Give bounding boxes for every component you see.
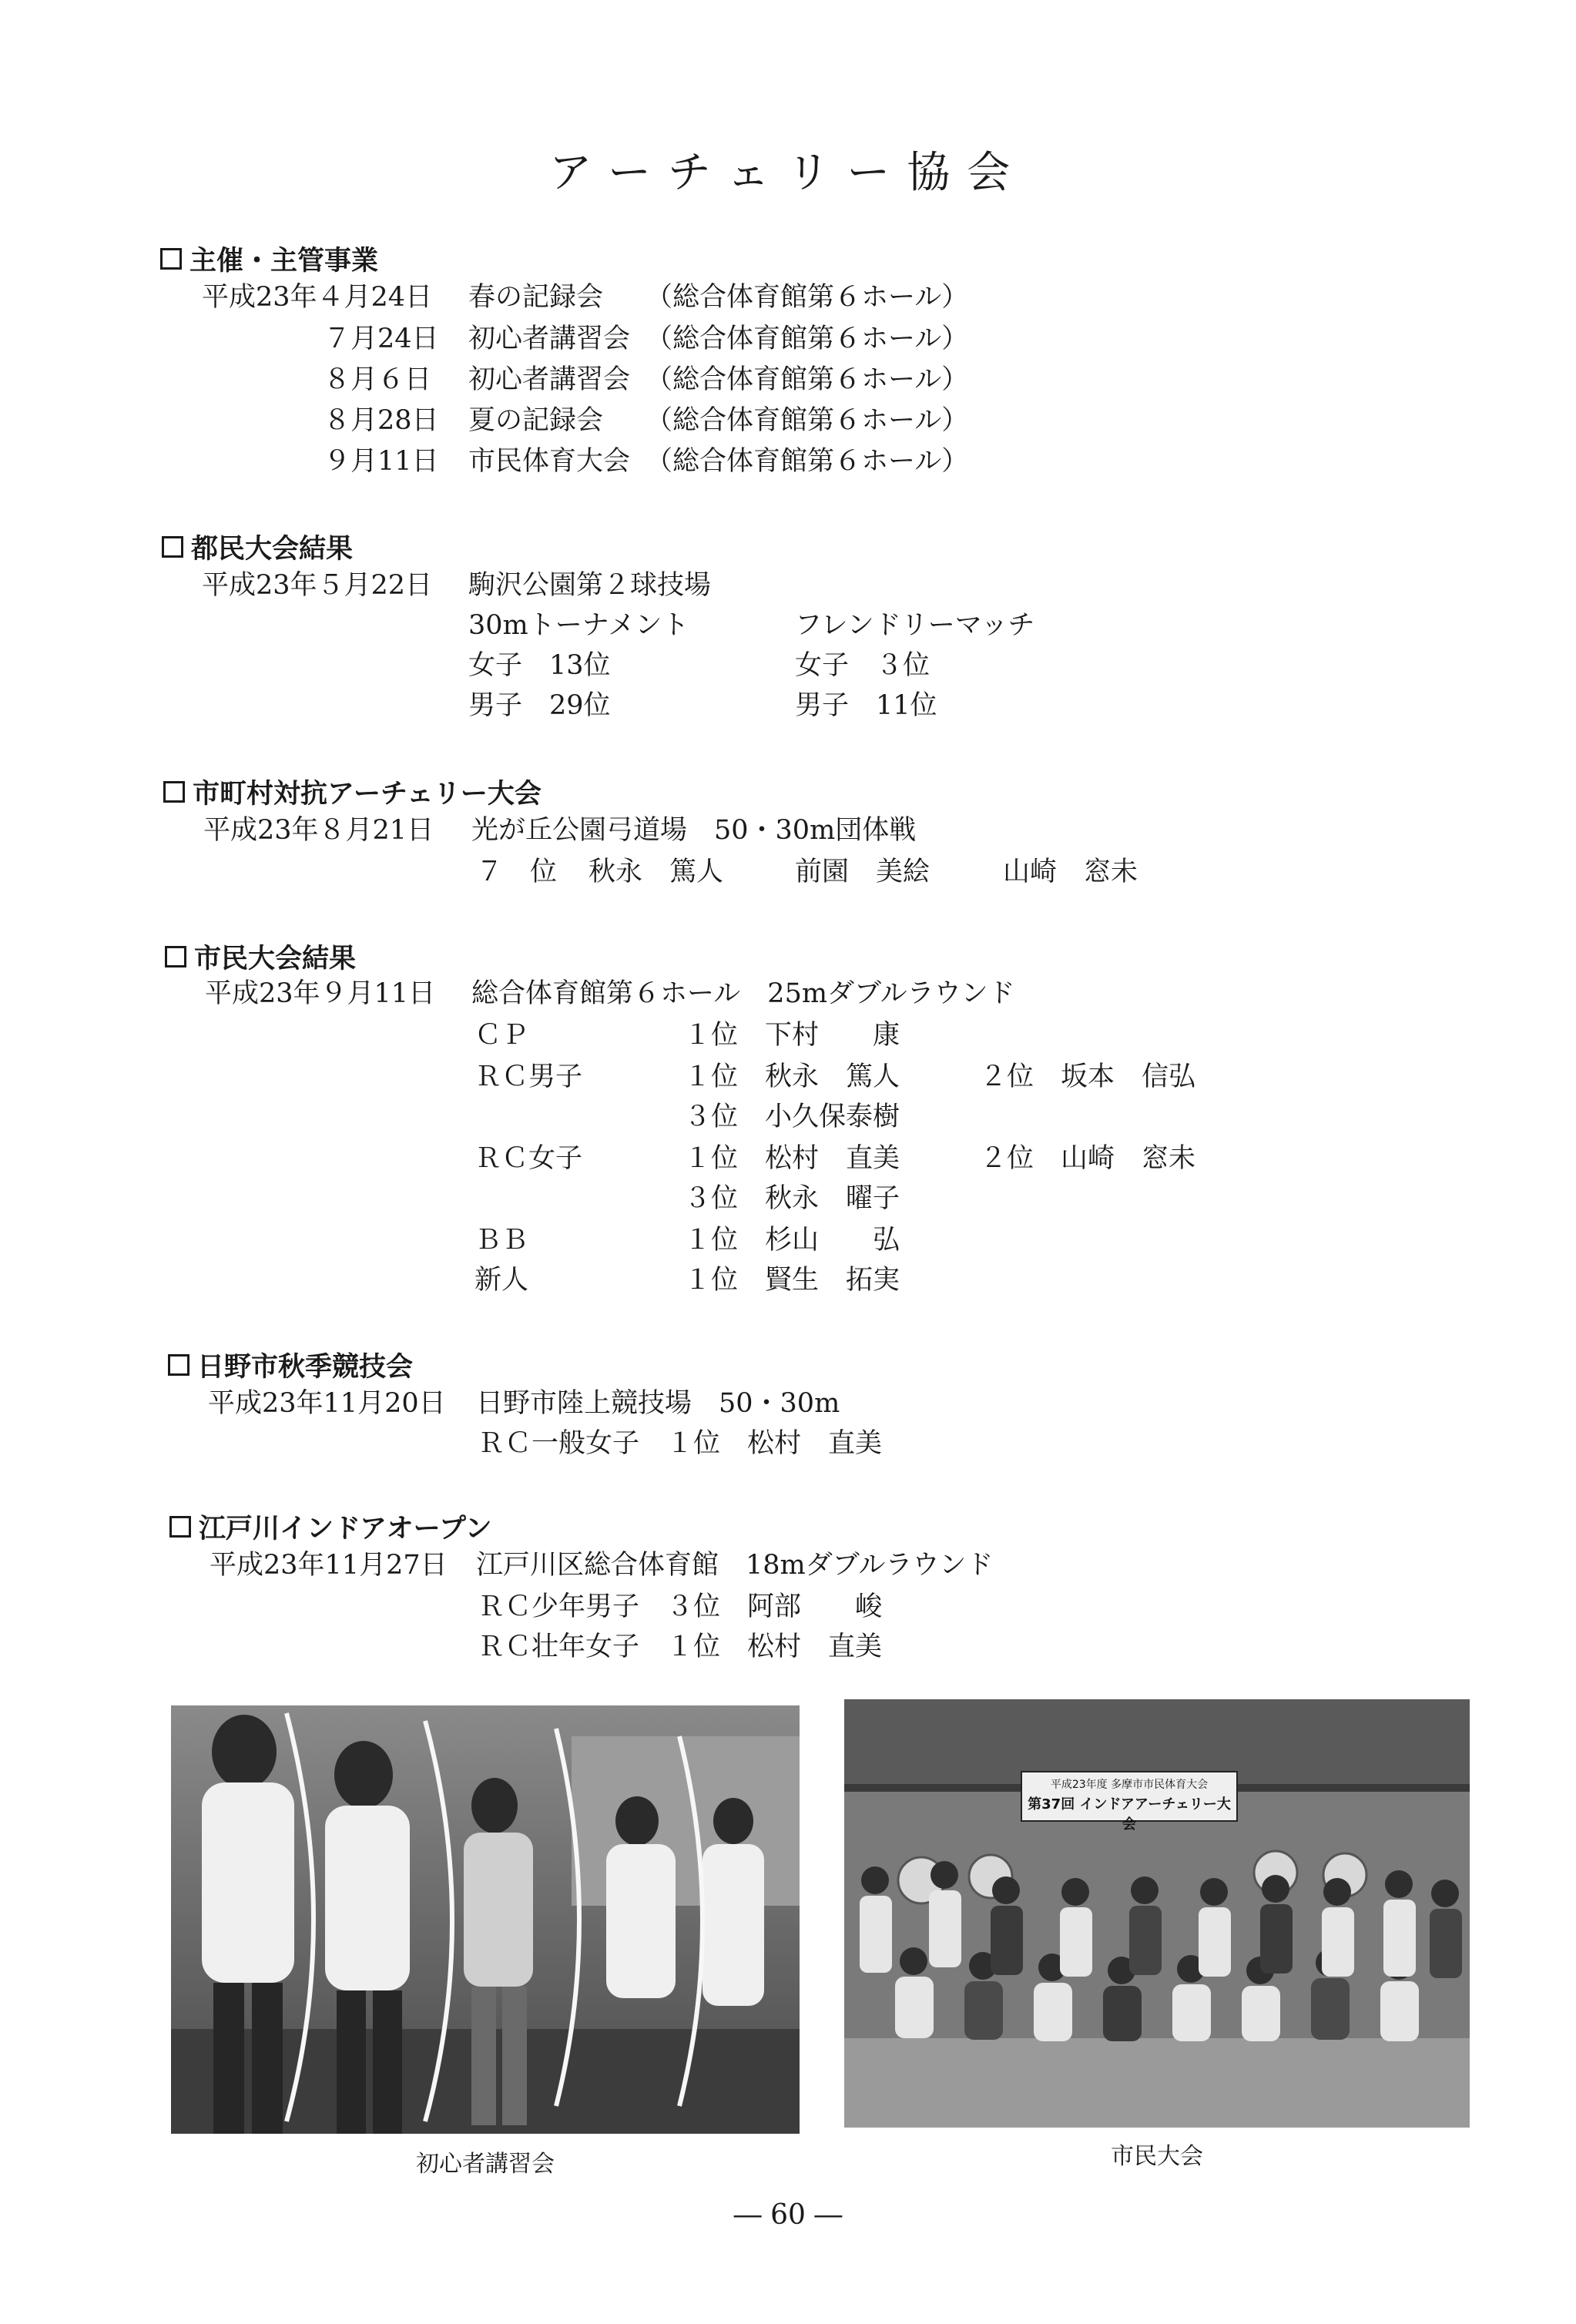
event-name: 夏の記録会 — [468, 405, 604, 436]
category-label: ＢＢ — [474, 1225, 529, 1256]
event-name: 市民体育大会 — [468, 446, 631, 477]
section-heading — [162, 532, 354, 565]
player-name: 秋永 篤人 — [588, 857, 724, 887]
section-heading — [165, 941, 356, 972]
category-label: ＲＣ女子 — [474, 1143, 583, 1174]
result-text: １位 秋永 篤人 — [684, 1061, 900, 1092]
event-venue: 駒沢公園第２球技場 — [468, 570, 712, 601]
result-text: ３位 小久保泰樹 — [684, 1102, 900, 1132]
event-date: ８月28日 — [324, 405, 439, 436]
event-venue: 江戸川区総合体育館 18mダブルラウンド — [476, 1550, 994, 1581]
event-venue: （総合体育館第６ホール） — [645, 364, 969, 395]
photo-beginner-class — [171, 1705, 800, 2134]
result-text: ＲＣ一般女子 １位 松村 直美 — [478, 1428, 883, 1459]
result-text: ＲＣ少年男子 ３位 阿部 峻 — [478, 1591, 883, 1622]
result-text: ＲＣ壮年女子 １位 松村 直美 — [478, 1631, 883, 1662]
page-number: ― 60 ― — [733, 2199, 843, 2231]
result-text: １位 下村 康 — [684, 1020, 900, 1051]
checkbox-icon — [160, 248, 182, 270]
checkbox-icon — [169, 1516, 191, 1538]
event-date: 平成23年５月22日 — [202, 570, 433, 601]
column-heading: 30mトーナメント — [468, 610, 689, 641]
event-date: 平成23年11月20日 — [208, 1388, 446, 1419]
result-text: 女子 ３位 — [795, 650, 931, 681]
event-name: 春の記録会 — [468, 282, 604, 313]
banner-line-1: 平成23年度 多摩市市民体育大会 — [1050, 1779, 1209, 1791]
section-heading-text: 主催・主管事業 — [189, 246, 379, 277]
result-rank: ７ 位 — [476, 857, 558, 887]
section-heading-text: 都民大会結果 — [191, 534, 354, 565]
result-text: ２位 坂本 信弘 — [980, 1061, 1196, 1092]
result-text: １位 賢生 拓実 — [684, 1265, 900, 1296]
category-label: ＲＣ男子 — [474, 1061, 583, 1092]
event-venue: 日野市陸上競技場 50・30m — [476, 1388, 840, 1419]
result-text: 男子 29位 — [468, 690, 611, 721]
checkbox-icon — [165, 946, 186, 967]
checkbox-icon — [163, 781, 185, 803]
event-venue: 総合体育館第６ホール 25mダブルラウンド — [471, 978, 1015, 1009]
section-heading — [163, 776, 542, 810]
event-venue: （総合体育館第６ホール） — [645, 446, 969, 477]
section-heading-text: 日野市秋季競技会 — [197, 1352, 414, 1383]
category-label: ＣＰ — [474, 1020, 529, 1051]
column-heading: フレンドリーマッチ — [795, 610, 1035, 641]
result-text: １位 杉山 弘 — [684, 1225, 900, 1256]
photo-caption: 初心者講習会 — [416, 2151, 555, 2178]
event-venue: （総合体育館第６ホール） — [645, 405, 969, 436]
event-venue: 光が丘公園弓道場 50・30m団体戦 — [471, 815, 917, 846]
event-venue: （総合体育館第６ホール） — [645, 324, 969, 354]
page-title: アーチェリー協会 — [548, 148, 1028, 198]
player-name: 前園 美絵 — [795, 857, 931, 887]
banner-line-2: 第37回 インドアアーチェリー大会 — [1028, 1796, 1231, 1833]
result-text: １位 松村 直美 — [684, 1143, 900, 1174]
result-text: 女子 13位 — [468, 650, 611, 681]
checkbox-icon — [162, 536, 183, 558]
section-heading-text: 市町村対抗アーチェリー大会 — [193, 779, 542, 810]
event-date: ８月６日 — [324, 364, 432, 395]
event-date: ９月11日 — [324, 446, 439, 477]
event-date: 平成23年９月11日 — [205, 978, 436, 1009]
result-text: ２位 山崎 窓未 — [980, 1143, 1196, 1174]
section-heading — [160, 243, 379, 277]
event-date: 平成23年11月27日 — [210, 1550, 448, 1581]
photo-caption: 市民大会 — [1111, 2143, 1203, 2170]
player-name: 山崎 窓未 — [1003, 857, 1138, 887]
category-label: 新人 — [474, 1265, 529, 1296]
event-venue: （総合体育館第６ホール） — [645, 282, 969, 313]
event-name: 初心者講習会 — [468, 364, 631, 395]
section-heading — [169, 1511, 491, 1542]
result-text: 男子 11位 — [795, 690, 937, 721]
photo-citizen-tournament-image — [844, 1699, 1470, 2128]
event-name: 初心者講習会 — [468, 324, 631, 354]
event-date: 平成23年８月21日 — [203, 815, 434, 846]
section-heading-text: 江戸川インドアオープン — [199, 1514, 492, 1544]
photo-beginner-class-image — [171, 1705, 800, 2134]
checkbox-icon — [168, 1354, 189, 1376]
section-heading — [168, 1350, 414, 1383]
photo-citizen-tournament — [844, 1699, 1470, 2128]
section-heading-text: 市民大会結果 — [194, 944, 357, 974]
result-text: ３位 秋永 曜子 — [684, 1183, 900, 1214]
event-date: ７月24日 — [324, 324, 439, 354]
event-date: 平成23年４月24日 — [202, 282, 433, 313]
